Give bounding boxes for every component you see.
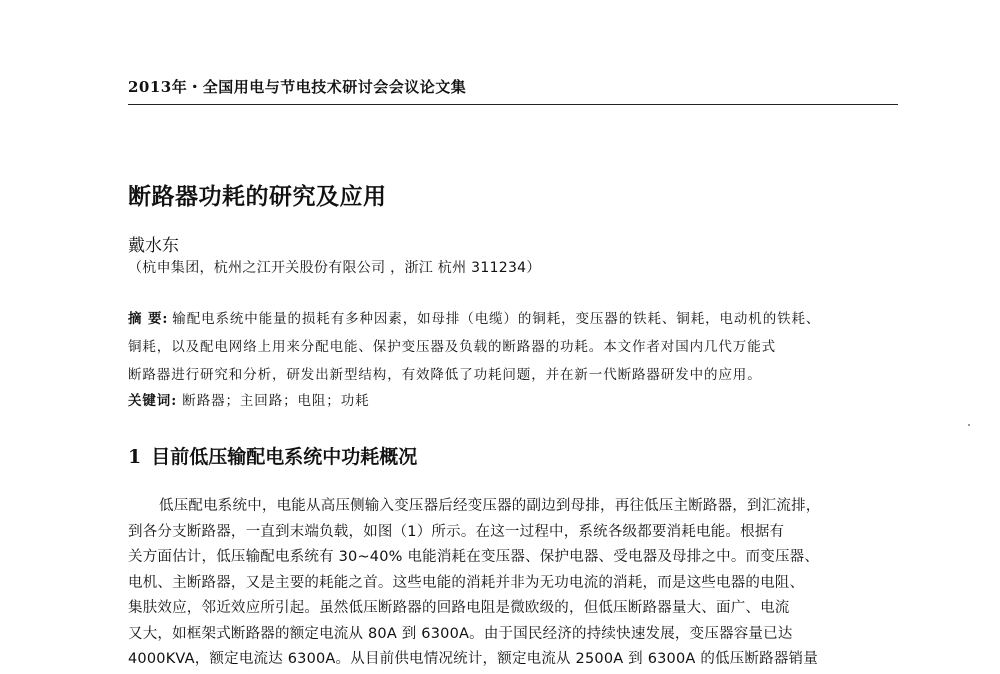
running-header: 2013年・全国用电与节电技术研讨会会议论文集 [128,78,467,96]
body-line-7: 4000KVA，额定电流达 6300A。从目前供电情况统计，额定电流从 2500A 到 6300A 的低压断路器销量 [128,651,818,667]
section-body [128,494,900,673]
section-number: 1 [128,446,142,468]
author-affiliation: （杭申集团，杭州之江开关股份有限公司 ，浙江 杭州 311234） [128,260,541,276]
body-line-3: 关方面估计，低压输配电系统有 30~40% 电能消耗在变压器、保护电器、受电器及母排之中。而变压器、 [128,549,820,565]
header-rule [128,104,898,105]
keywords-text: 断路器；主回路；电阻；功耗 [182,393,370,409]
abstract-label: 摘 要: [128,311,169,327]
body-line-4: 电机、主断路器，又是主要的耗能之首。这些电能的消耗并非为无功电流的消耗，而是这些电器的电阻、 [128,574,805,591]
abstract [128,305,898,389]
author-name: 戴水东 [128,236,179,256]
abstract-line-1 [128,305,898,333]
abstract-text: 输配电系统中能量的损耗有多种因素，如母排（电缆）的铜耗，变压器的铁耗、铜耗，电动机的铁耗、 [172,311,821,327]
body-line-2: 到各分支断路器，一直到末端负载，如图（1）所示。在这一过程中，系统各级都要消耗电能。根据有 [128,523,785,540]
keywords [128,389,370,409]
section-title-text: 目前低压输配电系统中功耗概况 [151,446,418,468]
body-line-6: 又大，如框架式断路器的额定电流从 80A 到 6300A。由于国民经济的持续快速发展，变压器容量已达 [128,625,793,642]
abstract-line-3: 断路器进行研究和分析，研发出新型结构，有效降低了功耗问题，并在新一代断路器研发中的应用。 [128,367,762,383]
scan-speck [968,424,970,426]
paper-title: 断路器功耗的研究及应用 [128,183,387,210]
abstract-line-2: 铜耗，以及配电网络上用来分配电能、保护变压器及负载的断路器的功耗。本文作者对国内几代万能式 [128,339,776,355]
keywords-label: 关键词: [128,393,178,409]
section-heading [128,442,417,469]
body-line-5: 集肤效应，邻近效应所引起。虽然低压断路器的回路电阻是微欧级的，但低压断路器量大、面广、电流 [128,600,790,616]
body-line-1: 低压配电系统中，电能从高压侧输入变压器后经变压器的副边到母排，再往低压主断路器，到汇流排， [159,498,821,514]
